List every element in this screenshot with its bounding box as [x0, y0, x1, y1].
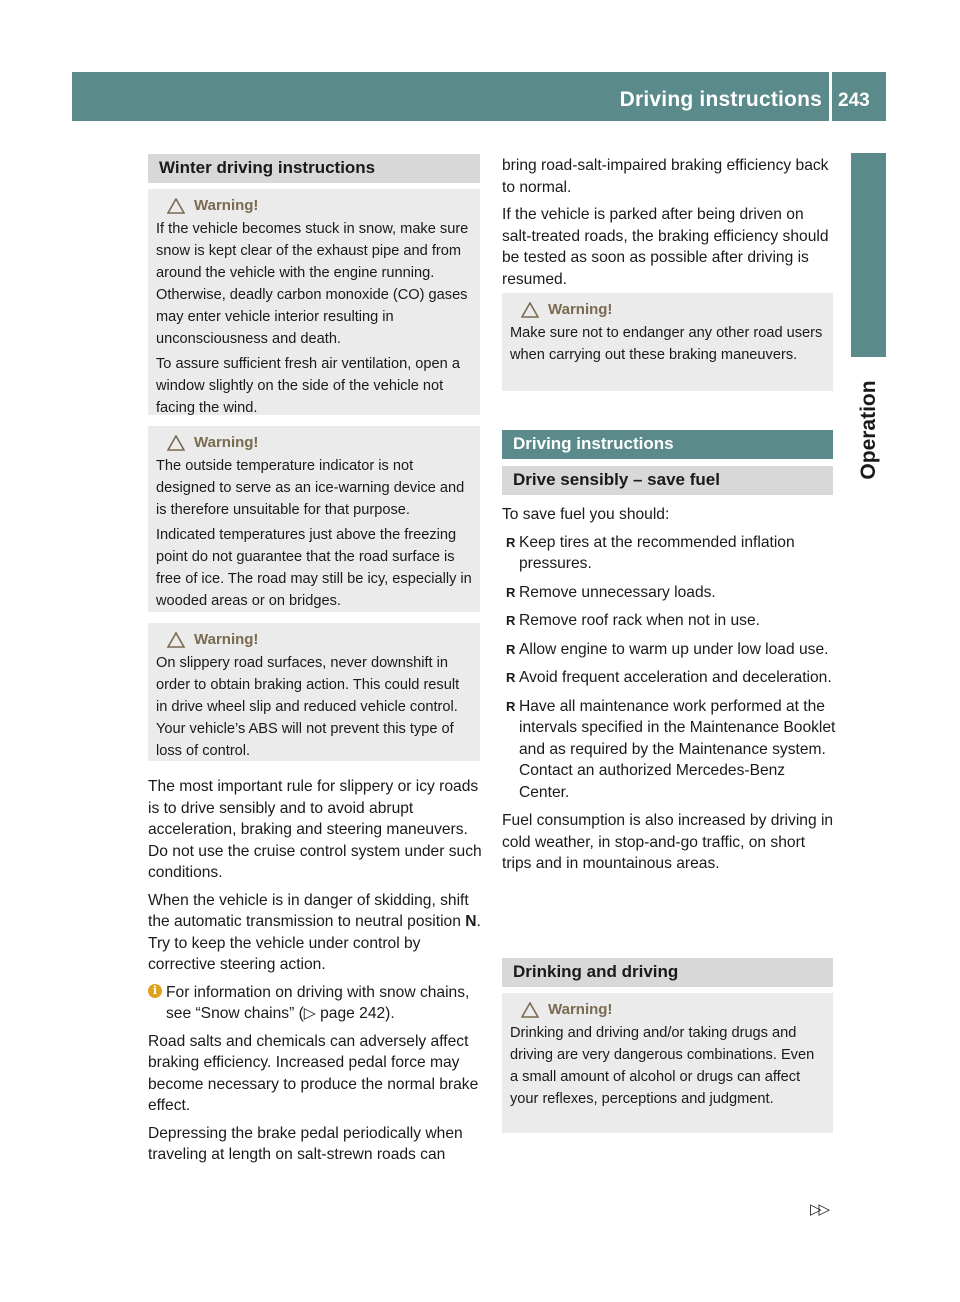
paragraph: Depressing the brake pedal periodically when traveling at length on salt-strewn roads can — [148, 1124, 463, 1163]
paragraph: bring road-salt-impaired braking efficiency back to normal. — [502, 157, 829, 196]
header-divider — [829, 72, 832, 121]
warning-triangle-icon — [167, 435, 185, 451]
page-number: 243 — [838, 90, 870, 111]
info-note: i For information on driving with snow chains, see “Snow chains” (▷ page 242). — [148, 982, 482, 1025]
warning-box — [502, 993, 833, 1133]
chapter-heading: Driving instructions — [502, 430, 833, 459]
info-icon: i — [148, 984, 162, 998]
list-item: R Have all maintenance work performed at the intervals specified in the Maintenance Booklet and as required by the Maintenance system. Contact an authorized Mercedes-Benz Center. — [506, 697, 836, 801]
chapter-tab — [851, 153, 886, 357]
left-body — [148, 776, 482, 1172]
warning-box — [502, 293, 833, 391]
warning-title: Warning! — [167, 197, 472, 214]
warning-title: Warning! — [167, 631, 472, 648]
warning-text: If the vehicle becomes stuck in snow, make sure snow is kept clear of the exhaust pipe and from around the vehicle with the engine running. Otherwise, deadly carbon monoxide (CO) gases may enter vehicle interior resulting in unconsciousness and death. — [156, 221, 469, 347]
right-body-fuel — [502, 504, 836, 881]
chapter-tab-label: Operation — [856, 380, 880, 480]
warning-text: The outside temperature indicator is not designed to serve as an ice-warning device and is therefore unsuitable for that purpose. — [156, 458, 465, 518]
section-heading-drinking: Drinking and driving — [502, 958, 833, 987]
fuel-tips-list — [502, 532, 836, 804]
continue-arrow-icon: ▷▷ — [810, 1201, 828, 1218]
paragraph: Road salts and chemicals can adversely affect braking efficiency. Increased pedal force may become necessary to produce the normal brake effect. — [148, 1032, 479, 1114]
paragraph: If the vehicle is parked after being driven on salt-treated roads, the braking efficiency should be tested as soon as possible after driving is resumed. — [502, 206, 829, 288]
paragraph: The most important rule for slippery or icy roads is to drive sensibly and to avoid abrupt acceleration, braking and steering maneuvers. Do not use the cruise control system under such conditions. — [148, 778, 482, 881]
warning-title: Warning! — [521, 1001, 825, 1018]
section-heading-winter: Winter driving instructions — [148, 154, 480, 183]
warning-box — [148, 189, 480, 415]
warning-text: To assure sufficient fresh air ventilation, open a window slightly on the side of the vehicle not facing the wind. — [156, 356, 460, 416]
warning-triangle-icon — [521, 302, 539, 318]
list-item: R Remove unnecessary loads. — [506, 583, 716, 601]
warning-text: Make sure not to endanger any other road users when carrying out these braking maneuvers. — [510, 325, 823, 363]
warning-title: Warning! — [521, 301, 825, 318]
warning-text: On slippery road surfaces, never downshift in order to obtain braking action. This could result in drive wheel slip and reduced vehicle control. Your vehicle’s ABS will not prevent this type of loss of control. — [156, 655, 460, 759]
warning-text: Drinking and driving and/or taking drugs and driving are very dangerous combinations. Even a small amount of alcohol or drugs can affect your reflexes, perceptions and judgment. — [510, 1025, 815, 1107]
right-body-top — [502, 155, 836, 296]
paragraph: Fuel consumption is also increased by driving in cold weather, in stop-and-go traffic, on short trips and in mountainous areas. — [502, 812, 834, 872]
running-header-title: Driving instructions — [619, 88, 822, 111]
list-item: R Keep tires at the recommended inflation pressures. — [506, 533, 795, 572]
warning-text: Indicated temperatures just above the freezing point do not guarantee that the road surface is free of ice. The road may still be icy, especially in wooded areas or on bridges. — [156, 527, 472, 609]
paragraph: To save fuel you should: — [502, 506, 670, 523]
list-item: R Allow engine to warm up under low load use. — [506, 640, 829, 658]
list-item: R Remove roof rack when not in use. — [506, 612, 760, 629]
warning-box — [148, 623, 480, 761]
list-item: R Avoid frequent acceleration and deceleration. — [506, 669, 832, 686]
warning-triangle-icon — [167, 198, 185, 214]
warning-box — [148, 426, 480, 612]
warning-title: Warning! — [167, 434, 472, 451]
paragraph: When the vehicle is in danger of skidding, shift the automatic transmission to neutral position N. Try to keep the vehicle under control by corrective steering action. — [148, 891, 481, 973]
warning-triangle-icon — [167, 632, 185, 648]
section-heading-save-fuel: Drive sensibly – save fuel — [502, 466, 833, 495]
warning-triangle-icon — [521, 1002, 539, 1018]
